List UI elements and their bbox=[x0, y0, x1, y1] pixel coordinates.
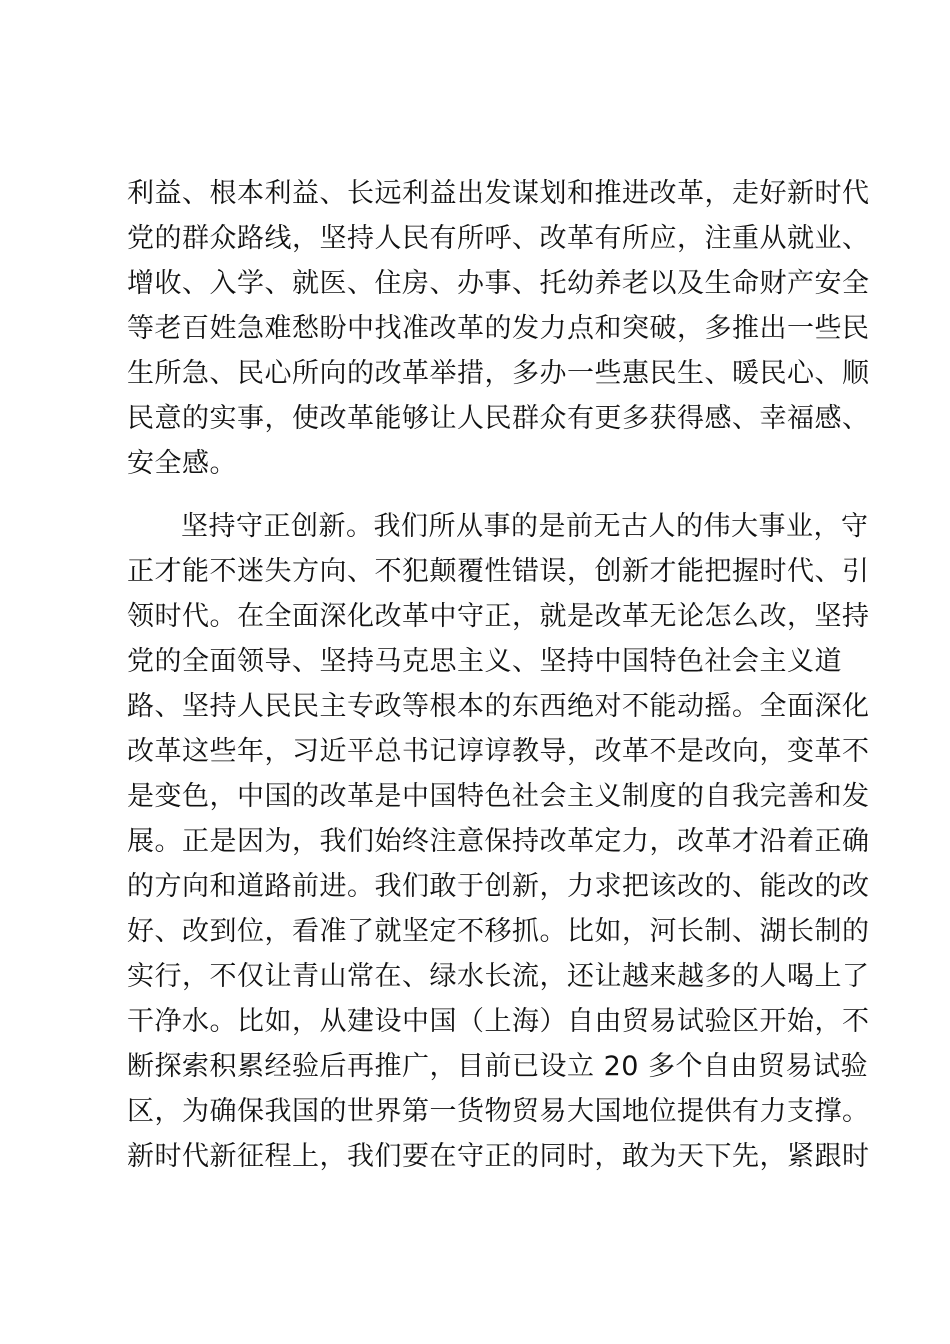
paragraph-2-line: 领时代。在全面深化改革中守正，就是改革无论怎么改，坚持 bbox=[127, 601, 870, 632]
paragraph-1-line: 党的群众路线，坚持人民有所呼、改革有所应，注重从就业、 bbox=[127, 223, 870, 254]
paragraph-1-line: 增收、入学、就医、住房、办事、托幼养老以及生命财产安全 bbox=[127, 268, 870, 299]
paragraph-2-line: 正才能不迷失方向、不犯颠覆性错误，创新才能把握时代、引 bbox=[127, 556, 870, 587]
paragraph-2-line: 断探索积累经验后再推广，目前已设立 20 多个自由贸易试验 bbox=[127, 1051, 869, 1082]
paragraph-2-line: 展。正是因为，我们始终注意保持改革定力，改革才沿着正确 bbox=[127, 826, 870, 857]
paragraph-2-line: 改革这些年，习近平总书记谆谆教导，改革不是改向，变革不 bbox=[127, 736, 870, 767]
paragraph-1-line: 利益、根本利益、长远利益出发谋划和推进改革，走好新时代 bbox=[127, 178, 870, 209]
paragraph-2-line: 实行，不仅让青山常在、绿水长流，还让越来越多的人喝上了 bbox=[127, 961, 870, 992]
paragraph-2-line: 好、改到位，看准了就坚定不移抓。比如，河长制、湖长制的 bbox=[127, 916, 870, 947]
paragraph-1-line: 安全感。 bbox=[127, 448, 237, 479]
paragraph-2-line: 是变色，中国的改革是中国特色社会主义制度的自我完善和发 bbox=[127, 781, 870, 812]
paragraph-2-line: 坚持守正创新。我们所从事的是前无古人的伟大事业，守 bbox=[181, 511, 869, 542]
paragraph-2-line: 新时代新征程上，我们要在守正的同时，敢为天下先，紧跟时 bbox=[127, 1141, 870, 1172]
paragraph-1-line: 生所急、民心所向的改革举措，多办一些惠民生、暖民心、顺 bbox=[127, 358, 870, 389]
paragraph-2-line: 的方向和道路前进。我们敢于创新，力求把该改的、能改的改 bbox=[127, 871, 870, 902]
paragraph-2 bbox=[127, 504, 870, 1179]
paragraph-2-line: 干净水。比如，从建设中国（上海）自由贸易试验区开始，不 bbox=[127, 1006, 870, 1037]
paragraph-2-line: 区，为确保我国的世界第一货物贸易大国地位提供有力支撑。 bbox=[127, 1096, 870, 1127]
paragraph-2-line: 党的全面领导、坚持马克思主义、坚持中国特色社会主义道 bbox=[127, 646, 842, 677]
paragraph-1-line: 等老百姓急难愁盼中找准改革的发力点和突破，多推出一些民 bbox=[127, 313, 870, 344]
paragraph-2-line: 路、坚持人民民主专政等根本的东西绝对不能动摇。全面深化 bbox=[127, 691, 870, 722]
paragraph-1 bbox=[127, 171, 870, 486]
paragraph-1-line: 民意的实事，使改革能够让人民群众有更多获得感、幸福感、 bbox=[127, 403, 870, 434]
